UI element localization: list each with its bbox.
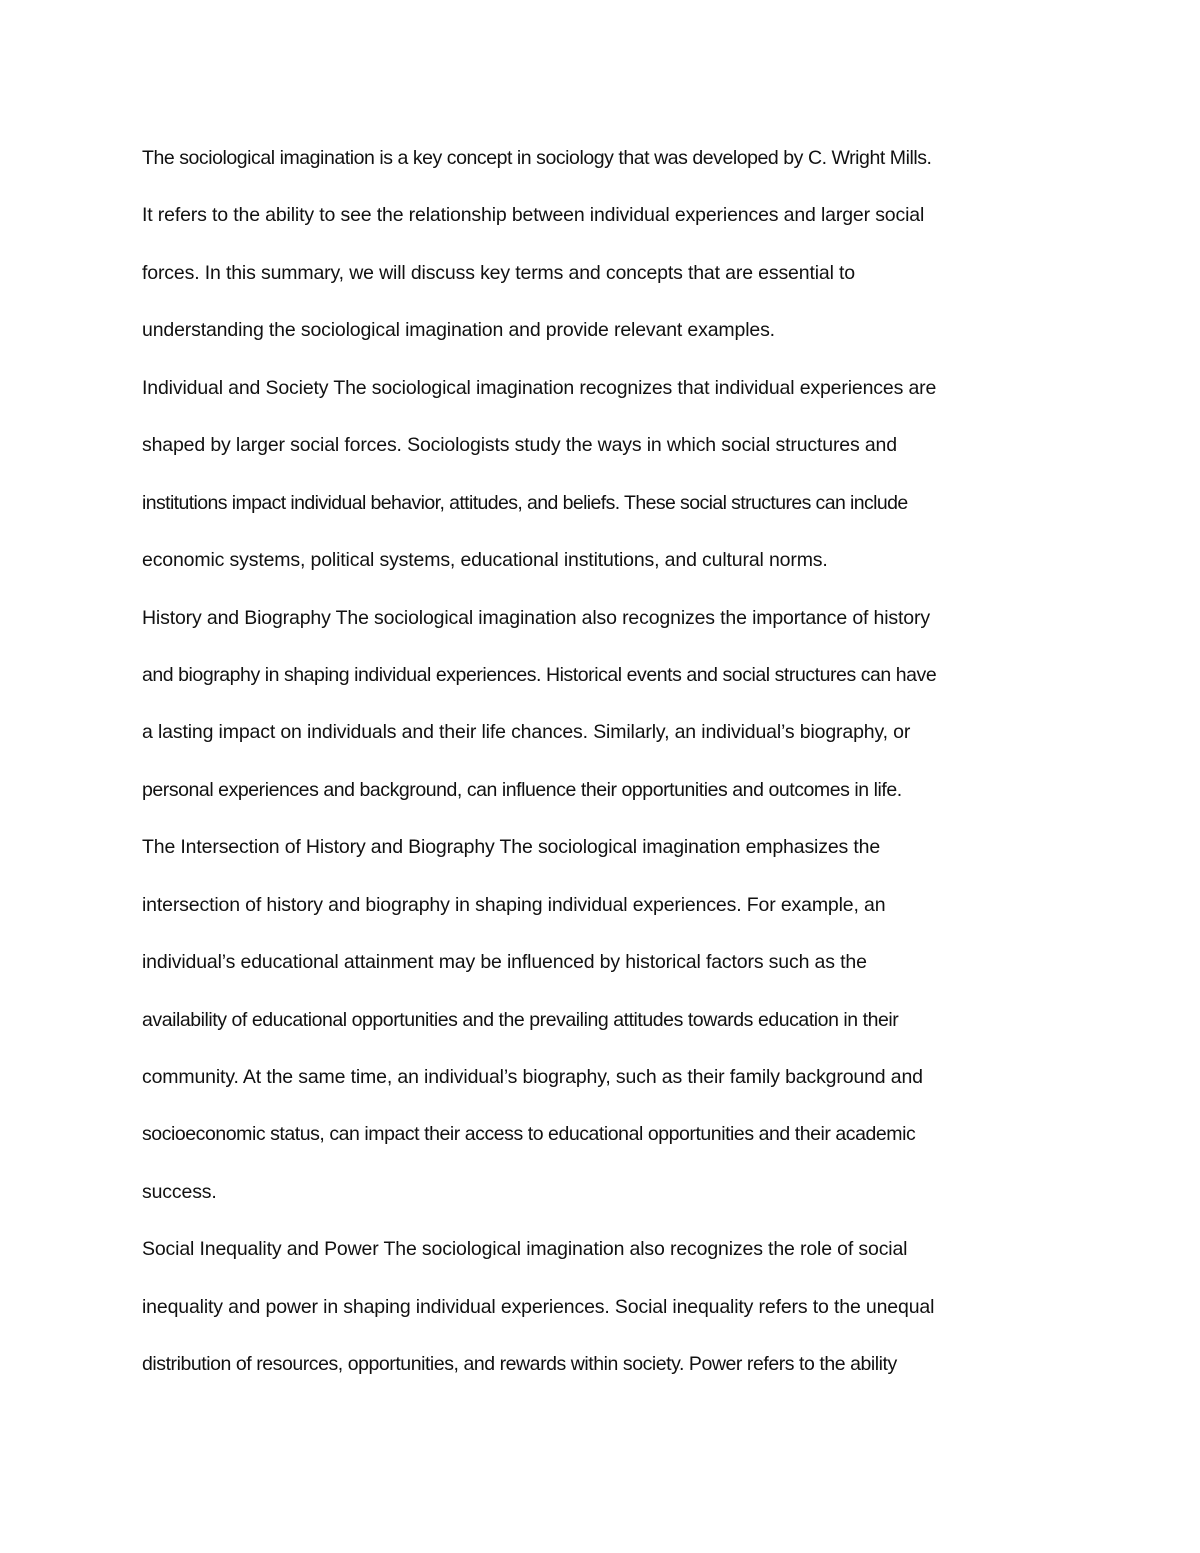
text-line: distribution of resources, opportunities, and rewards within society. Power refers to the ability — [142, 1353, 897, 1376]
text-line: economic systems, political systems, educational institutions, and cultural norms. — [142, 549, 828, 572]
text-line: forces. In this summary, we will discuss key terms and concepts that are essential to — [142, 261, 856, 284]
text-line: individual’s educational attainment may be influenced by historical factors such as the — [142, 951, 867, 974]
text-line: and biography in shaping individual experiences. Historical events and social structures can have — [142, 663, 937, 686]
text-line: Social Inequality and Power The sociological imagination also recognizes the role of social — [142, 1238, 908, 1261]
text-line: History and Biography The sociological imagination also recognizes the importance of history — [142, 606, 930, 629]
text-line: Individual and Society The sociological imagination recognizes that individual experiences are — [142, 376, 937, 399]
text-line: personal experiences and background, can influence their opportunities and outcomes in life. — [142, 778, 902, 801]
text-line: inequality and power in shaping individual experiences. Social inequality refers to the unequal — [142, 1295, 935, 1318]
text-line: institutions impact individual behavior, attitudes, and beliefs. These social structures can include — [142, 491, 908, 514]
text-line: availability of educational opportunities and the prevailing attitudes towards education in their — [142, 1008, 899, 1031]
text-line: a lasting impact on individuals and their life chances. Similarly, an individual’s biography, or — [142, 721, 911, 744]
text-line: intersection of history and biography in shaping individual experiences. For example, an — [142, 893, 886, 916]
body-text — [142, 139, 1072, 1403]
text-line: The Intersection of History and Biography The sociological imagination emphasizes the — [142, 836, 881, 859]
text-line: shaped by larger social forces. Sociologists study the ways in which social structures and — [142, 434, 897, 457]
text-line: success. — [142, 1180, 217, 1203]
text-line: socioeconomic status, can impact their access to educational opportunities and their academic — [142, 1123, 916, 1146]
text-line: It refers to the ability to see the relationship between individual experiences and larger social — [142, 204, 925, 227]
text-line: understanding the sociological imagination and provide relevant examples. — [142, 319, 775, 342]
text-line: The sociological imagination is a key concept in sociology that was developed by C. Wright Mills. — [142, 147, 932, 169]
text-line: community. At the same time, an individual’s biography, such as their family background and — [142, 1066, 923, 1088]
